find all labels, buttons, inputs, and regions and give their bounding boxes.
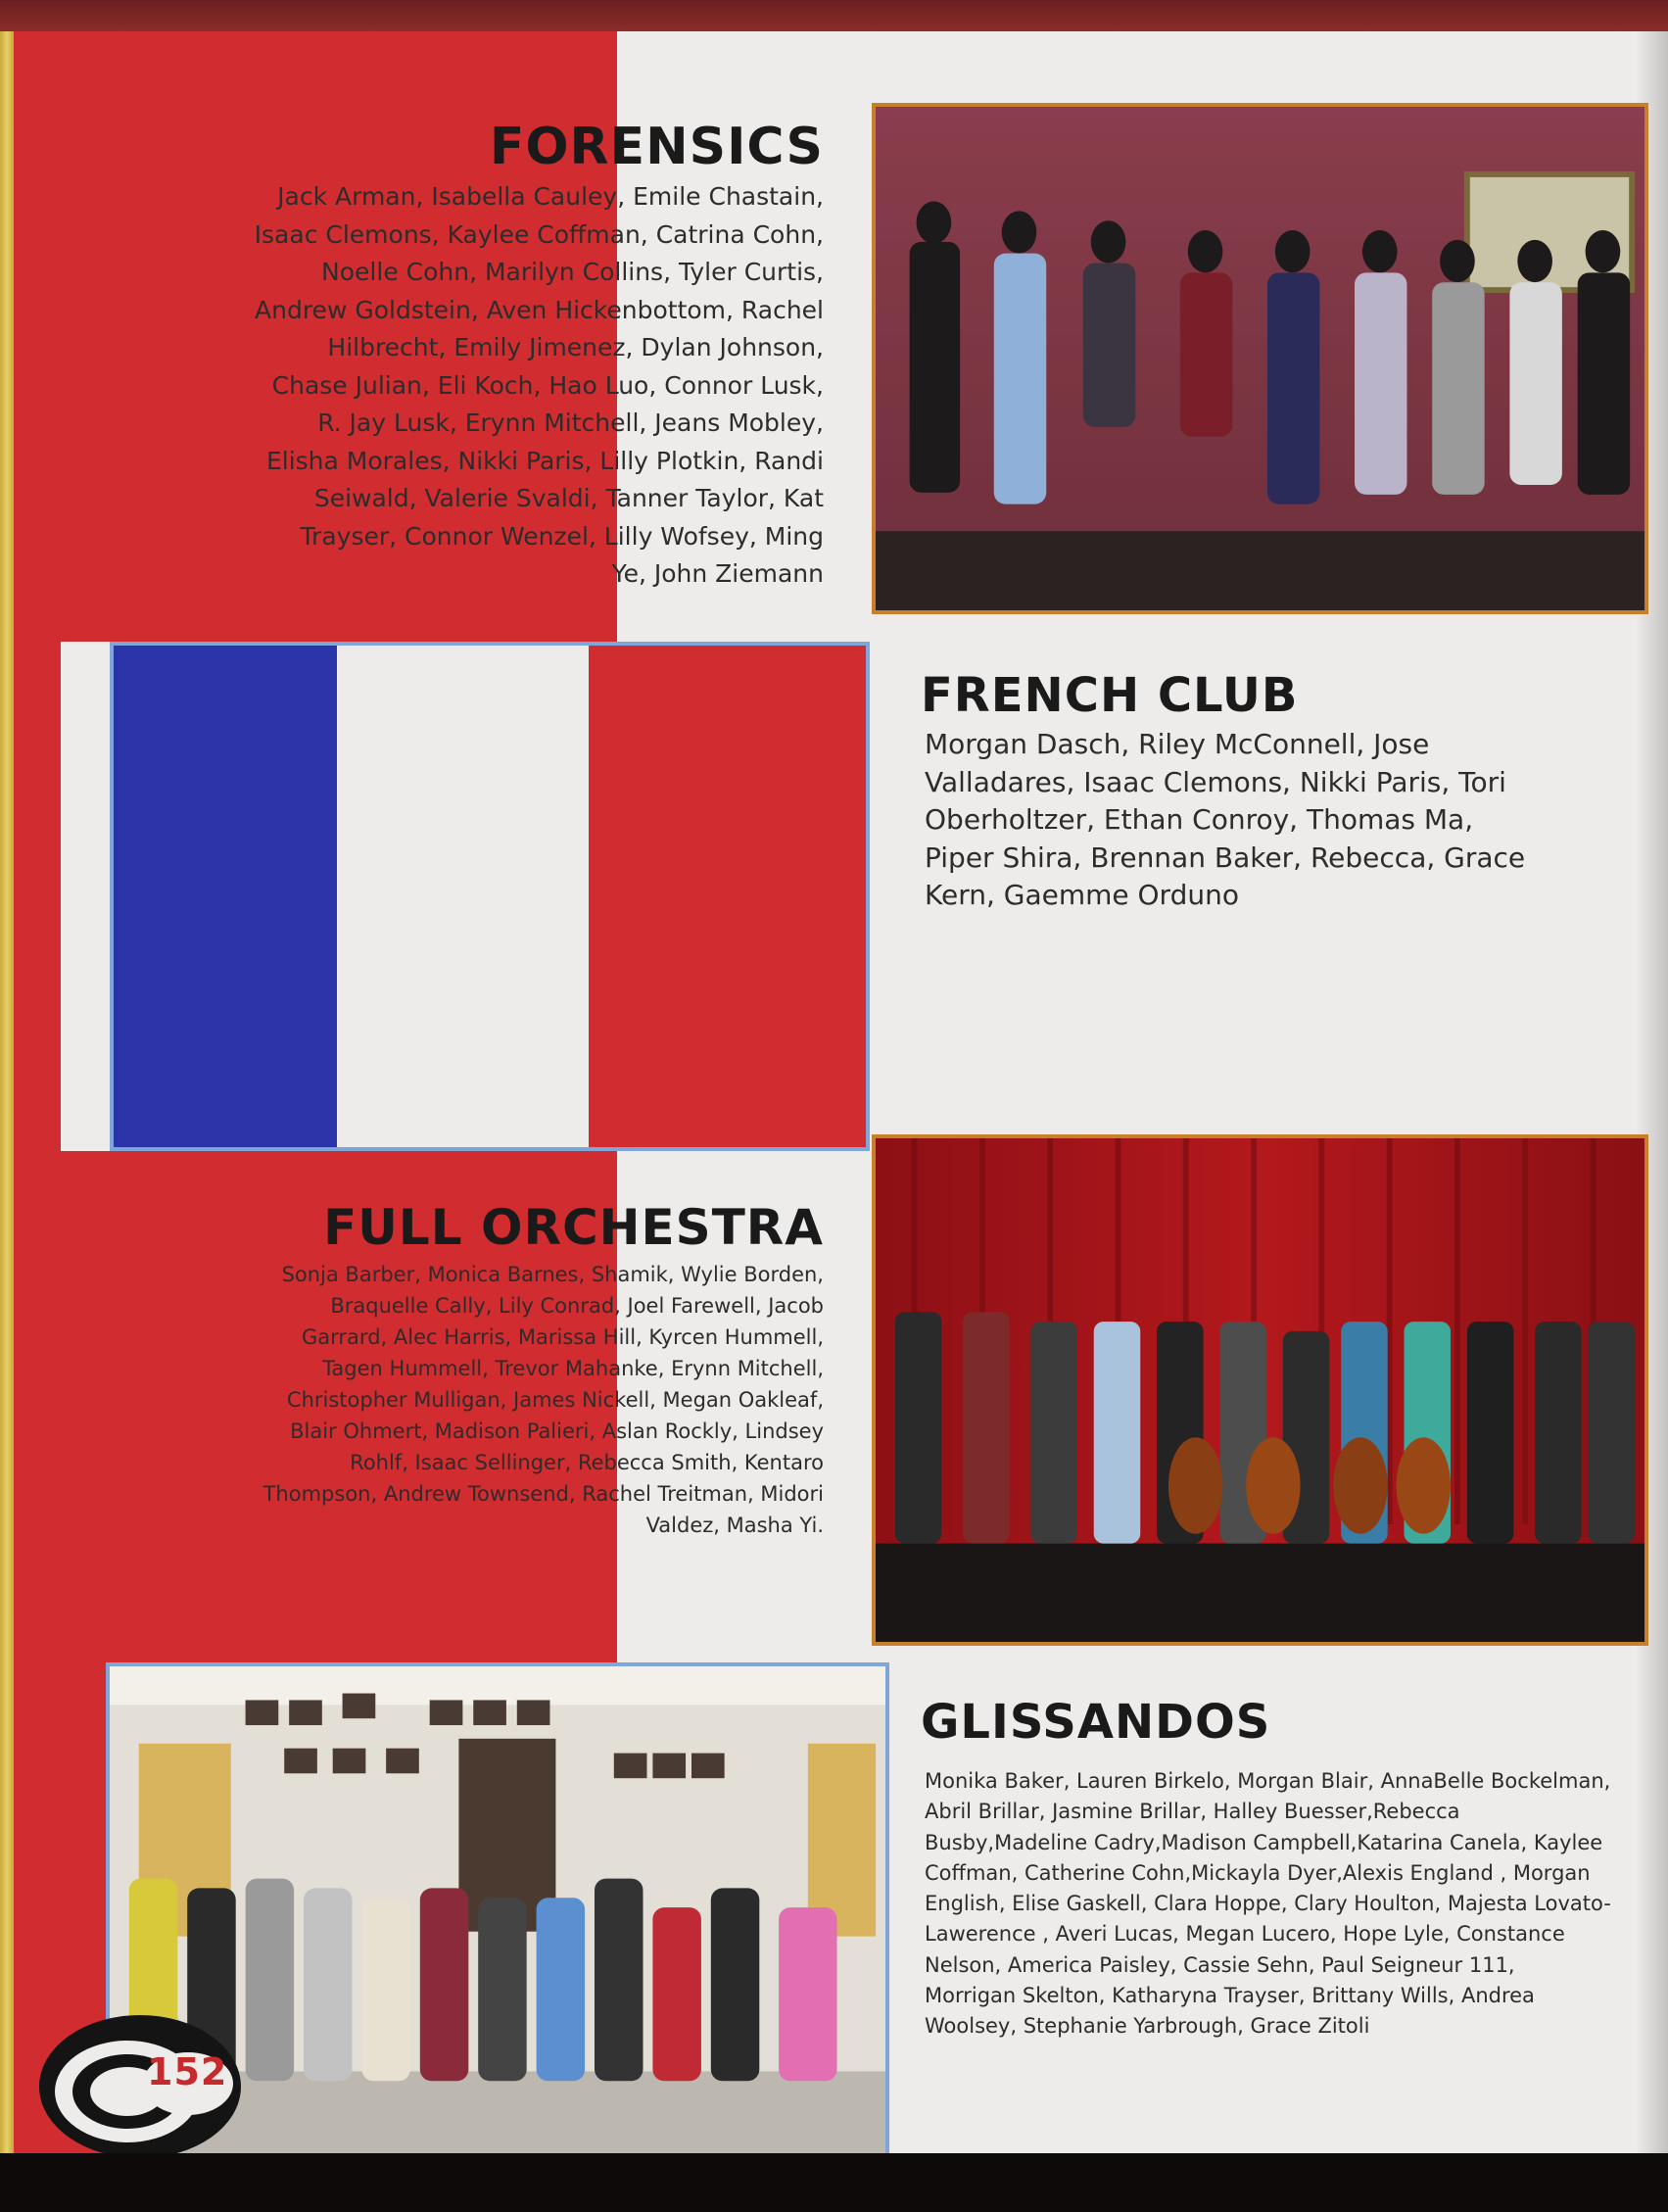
flag-blue-stripe <box>114 646 337 1147</box>
forensics-group-photo <box>872 103 1648 614</box>
french-flag-graphic <box>110 642 870 1151</box>
flag-red-stripe <box>589 646 866 1147</box>
forensics-photo-image <box>876 107 1644 610</box>
glissandos-names: Monika Baker, Lauren Birkelo, Morgan Blair, AnnaBelle Bockelman, Abril Brillar, Jasmine Brillar, Halley Buesser,Rebecca Busby,Madeline Cadry,Madison Campbell,Katarina Canela, Kaylee Coffman, Catherine Cohn,Mickayla Dyer,Alexis England , Morgan English, Elise Gaskell, Clara Hoppe, Clary Houlton, Majesta Lovato- Lawerence , Averi Lucas, Megan Lucero, Hope Lyle, Constance Nelson, America Paisley, Cassie Sehn, Paul Seigneur 111, Morrigan Skelton, Katharyna Trayser, Brittany Wills, Andrea Woolsey, Stephanie Yarbrough, Grace Zitoli <box>925 1769 1611 2039</box>
page-top-edge <box>0 0 1668 31</box>
full-orchestra-group-photo <box>872 1134 1648 1646</box>
forensics-title: FORENSICS <box>489 118 824 176</box>
french-club-names: Morgan Dasch, Riley McConnell, Jose Valladares, Isaac Clemons, Nikki Paris, Tori Oberholtzer, Ethan Conroy, Thomas Ma, Piper Shira, Brennan Baker, Rebecca, Grace Kern, Gaemme Orduno <box>925 728 1526 911</box>
page-bottom-edge <box>0 2153 1668 2212</box>
flag-white-stripe <box>337 646 589 1147</box>
full-orchestra-title: FULL ORCHESTRA <box>323 1199 824 1256</box>
forensics-names: Jack Arman, Isabella Cauley, Emile Chastain, Isaac Clemons, Kaylee Coffman, Catrina Cohn, Noelle Cohn, Marilyn Collins, Tyler Curtis, Andrew Goldstein, Aven Hickenbottom, Rachel Hilbrecht, Emily Jimenez, Dylan Johnson, Chase Julian, Eli Koch, Hao Luo, Connor Lusk, R. Jay Lusk, Erynn Mitchell, Jeans Mobley, Elisha Morales, Nikki Paris, Lilly Plotkin, Randi Seiwald, Valerie Svaldi, Tanner Taylor, Kat Trayser, Connor Wenzel, Lilly Wofsey, Ming Ye, John Ziemann <box>254 182 824 588</box>
full-orchestra-names: Sonja Barber, Monica Barnes, Shamik, Wylie Borden, Braquelle Cally, Lily Conrad, Joel Farewell, Jacob Garrard, Alec Harris, Marissa Hill, Kyrcen Hummell, Tagen Hummell, Trevor Mahanke, Erynn Mitchell, Christopher Mulligan, James Nickell, Megan Oakleaf, Blair Ohmert, Madison Palieri, Aslan Rockly, Lindsey Rohlf, Isaac Sellinger, Rebecca Smith, Kentaro Thompson, Andrew Townsend, Rachel Treitman, Midori Valdez, Masha Yi. <box>262 1263 824 1537</box>
page-number: 152 <box>147 2050 228 2093</box>
orchestra-photo-image <box>876 1138 1644 1642</box>
french-club-title: FRENCH CLUB <box>921 668 1299 723</box>
page-binding-edge <box>0 31 14 2153</box>
glissandos-title: GLISSANDOS <box>921 1695 1271 1750</box>
